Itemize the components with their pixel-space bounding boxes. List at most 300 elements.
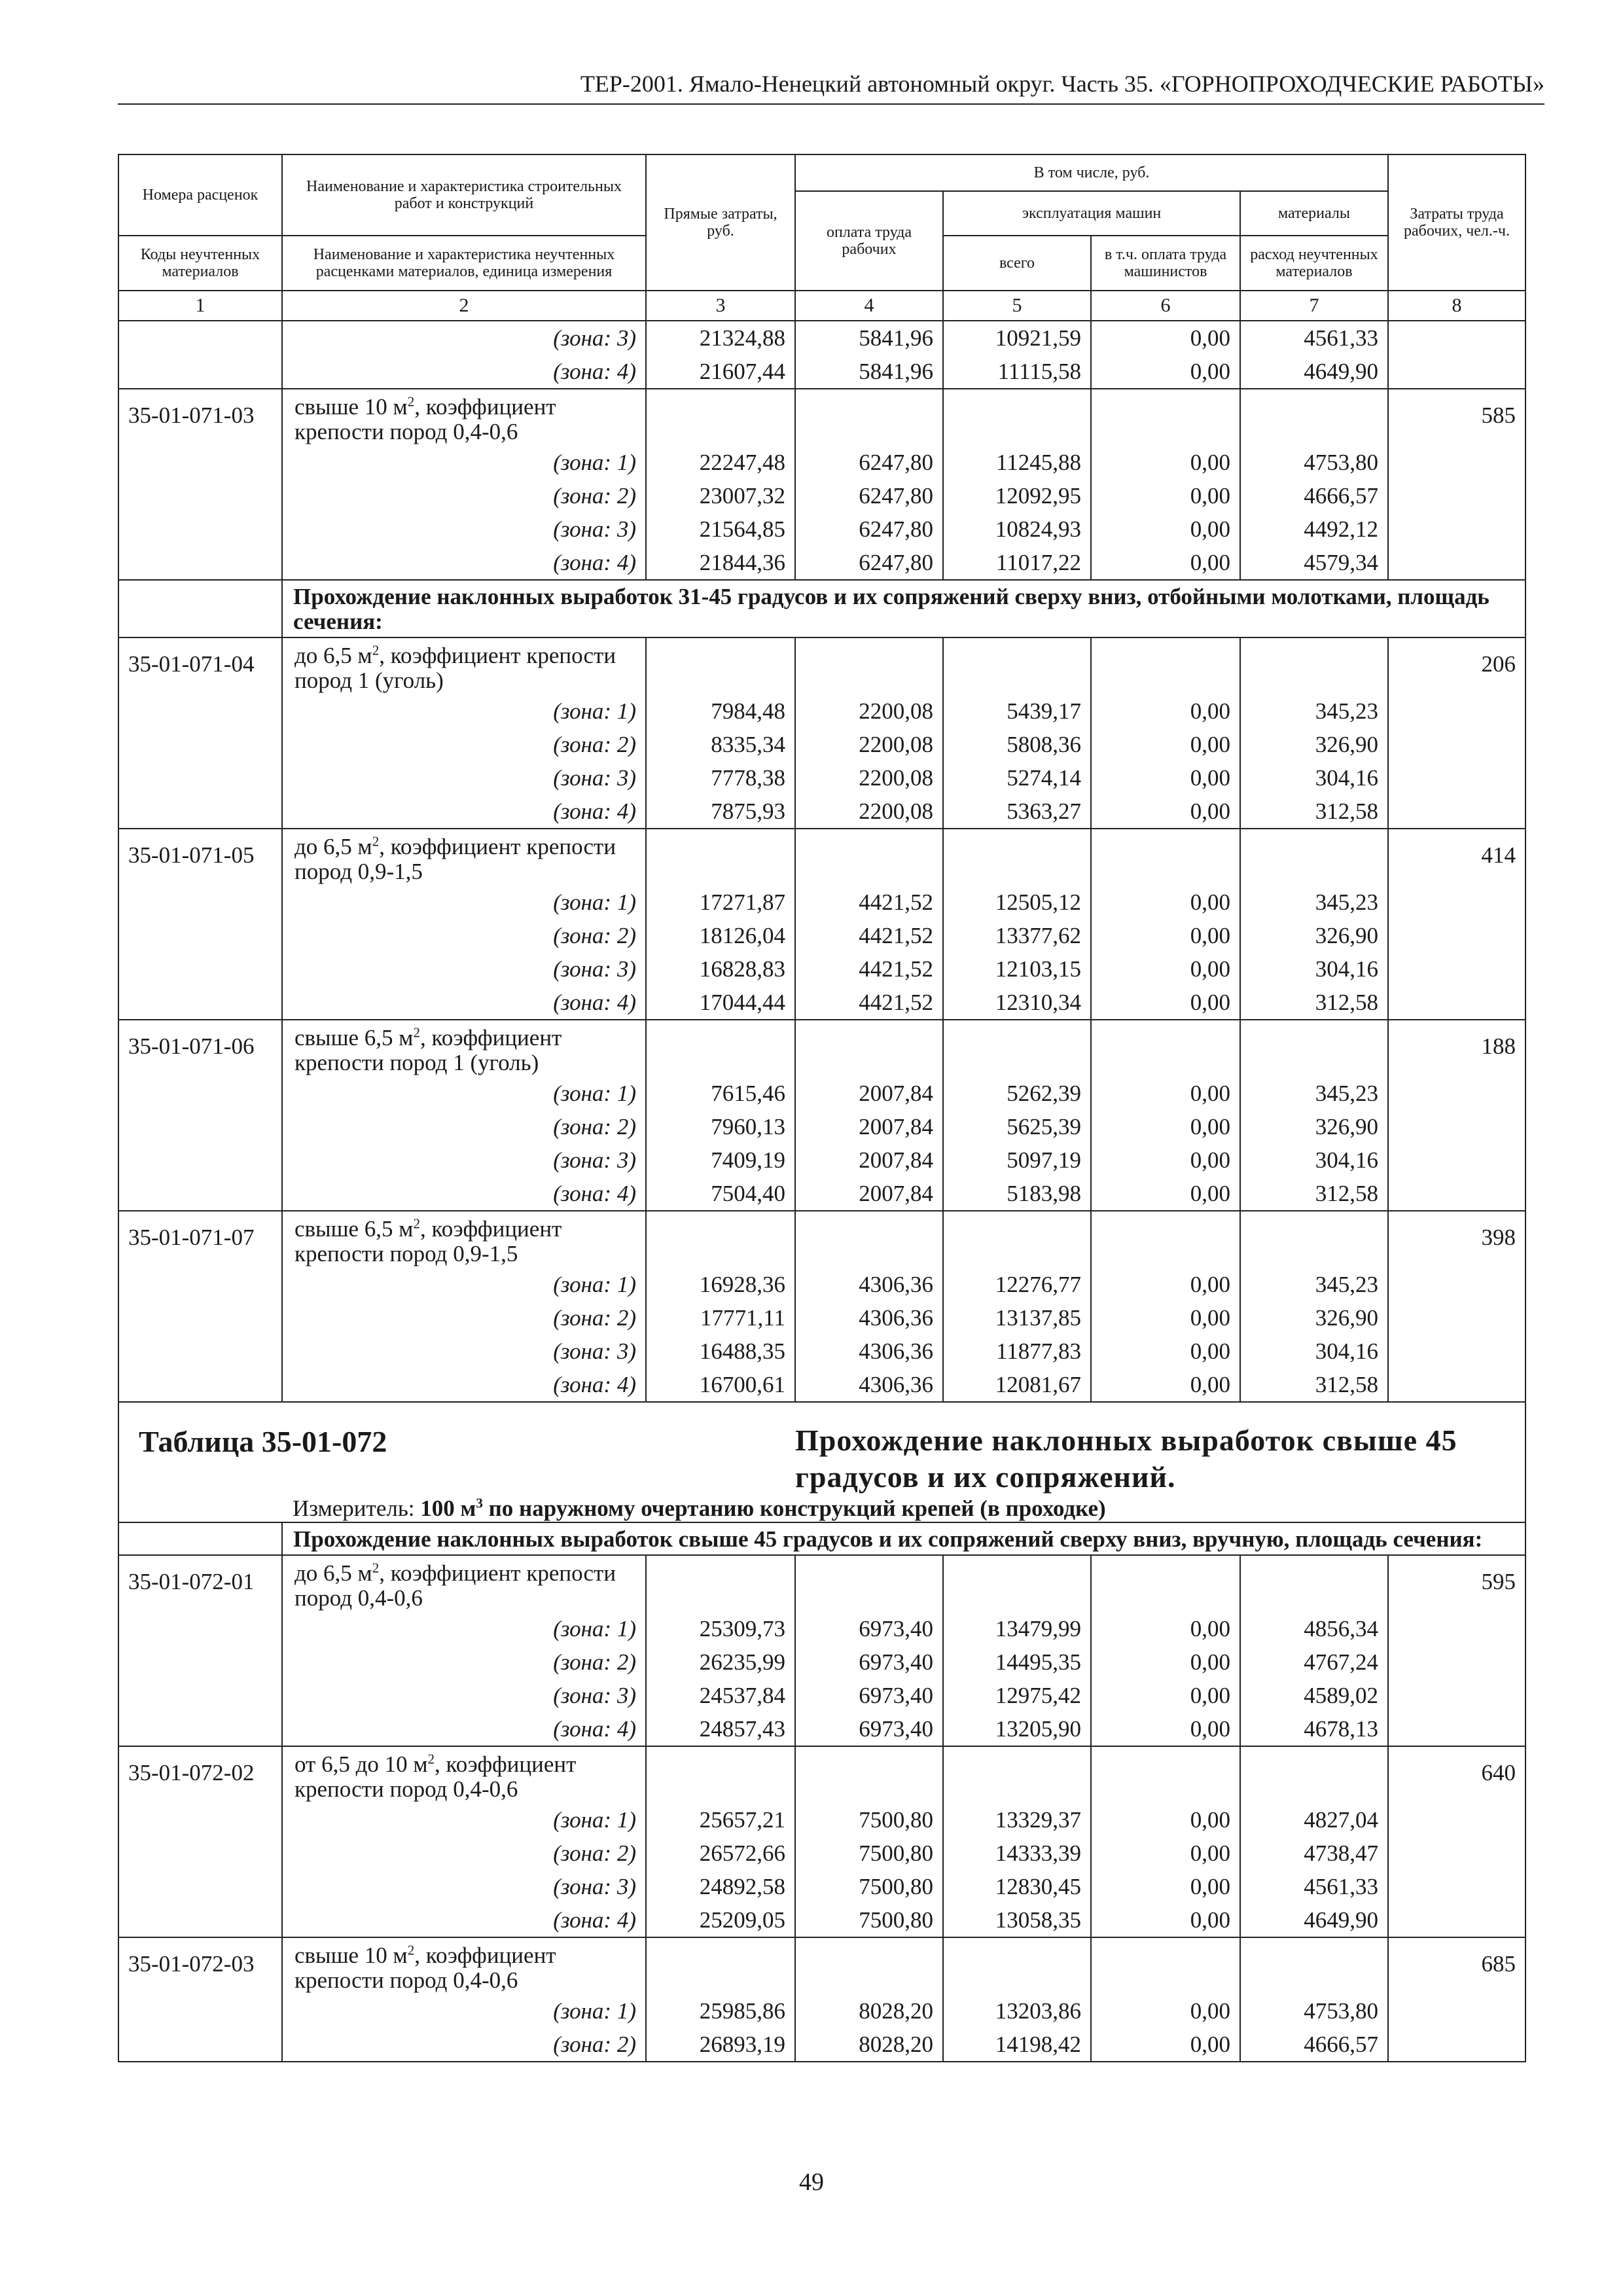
zone-row [118, 479, 1525, 512]
labor-cost: 640 [1388, 1746, 1525, 1937]
rate-desc-pre: свыше 10 м [294, 1943, 408, 1968]
value-cell: 10824,93 [943, 512, 1091, 546]
page-number: 49 [799, 2168, 824, 2196]
value-cell: 21607,44 [646, 355, 795, 389]
empty-cell [795, 829, 943, 886]
value-cell: 0,00 [1091, 1110, 1240, 1143]
value-cell: 4856,34 [1240, 1612, 1388, 1645]
empty-cell [646, 637, 795, 694]
value-cell: 5262,39 [943, 1077, 1091, 1110]
empty-cell [1091, 389, 1240, 446]
col-number: 8 [1388, 291, 1525, 321]
zone-label: (зона: 3) [282, 512, 646, 546]
zone-label: (зона: 2) [282, 479, 646, 512]
measure-prefix: Измеритель: [293, 1496, 421, 1521]
value-cell: 4306,36 [795, 1368, 943, 1402]
value-cell: 6973,40 [795, 1679, 943, 1712]
zone-row [118, 1645, 1525, 1679]
zone-label: (зона: 1) [282, 446, 646, 479]
zone-row [118, 446, 1525, 479]
empty-cell [1091, 1211, 1240, 1268]
zone-label: (зона: 3) [282, 1679, 646, 1712]
value-cell: 12092,95 [943, 479, 1091, 512]
rate-row [118, 1555, 1525, 1612]
value-cell: 326,90 [1240, 919, 1388, 952]
value-cell: 4421,52 [795, 919, 943, 952]
value-cell: 0,00 [1091, 1268, 1240, 1301]
empty-cell [646, 389, 795, 446]
value-cell: 24857,43 [646, 1712, 795, 1746]
value-cell: 5439,17 [943, 694, 1091, 728]
empty-cell [795, 1020, 943, 1077]
value-cell: 8028,20 [795, 1994, 943, 2028]
zone-row [118, 1870, 1525, 1903]
empty-cell [646, 1937, 795, 1994]
head-col3: Прямые затраты, руб. [646, 154, 795, 291]
value-cell: 0,00 [1091, 355, 1240, 389]
zone-row [118, 952, 1525, 986]
value-cell: 4753,80 [1240, 446, 1388, 479]
zone-label: (зона: 1) [282, 1803, 646, 1837]
value-cell: 7960,13 [646, 1110, 795, 1143]
zone-label: (зона: 3) [282, 1335, 646, 1368]
rate-row [118, 829, 1525, 886]
value-cell: 6247,80 [795, 512, 943, 546]
zone-row [118, 1301, 1525, 1335]
value-cell: 7500,80 [795, 1870, 943, 1903]
zone-label: (зона: 1) [282, 1612, 646, 1645]
rate-desc-pre: свыше 6,5 м [294, 1025, 414, 1050]
value-cell: 0,00 [1091, 952, 1240, 986]
zone-row [118, 1335, 1525, 1368]
labor-cost: 398 [1388, 1211, 1525, 1402]
value-cell: 4666,57 [1240, 479, 1388, 512]
empty-cell [943, 389, 1091, 446]
rate-row [118, 1211, 1525, 1268]
head-col2b: Наименование и характеристика неучтенных расценками материалов, единица измерения [282, 236, 646, 291]
empty-cell [646, 1555, 795, 1612]
labor-cost: 585 [1388, 389, 1525, 580]
value-cell: 12081,67 [943, 1368, 1091, 1402]
value-cell: 2200,08 [795, 728, 943, 761]
measure-row [118, 1496, 1525, 1522]
value-cell: 0,00 [1091, 694, 1240, 728]
rate-row [118, 1746, 1525, 1803]
rate-desc-power: 2 [413, 1215, 420, 1232]
value-cell: 4421,52 [795, 886, 943, 919]
zone-label: (зона: 1) [282, 1268, 646, 1301]
rate-desc-pre: от 6,5 до 10 м [294, 1751, 428, 1777]
zone-row [118, 1803, 1525, 1837]
value-cell: 0,00 [1091, 886, 1240, 919]
rate-desc-post: , коэффициент крепости пород 0,9-1,5 [294, 1216, 562, 1266]
labor-cost: 206 [1388, 637, 1525, 829]
empty-cell [1388, 355, 1525, 389]
value-cell: 345,23 [1240, 1268, 1388, 1301]
value-cell: 2007,84 [795, 1143, 943, 1177]
value-cell: 2200,08 [795, 795, 943, 829]
labor-cost: 414 [1388, 829, 1525, 1020]
head-col2a: Наименование и характеристика строительных работ и конструкций [282, 154, 646, 236]
value-cell: 304,16 [1240, 952, 1388, 986]
rate-desc-power: 2 [413, 1024, 420, 1041]
rate-desc-pre: до 6,5 м [294, 834, 372, 859]
rate-code: 35-01-072-03 [118, 1937, 282, 2062]
value-cell: 25985,86 [646, 1994, 795, 2028]
zone-row [118, 795, 1525, 829]
empty-cell [1240, 1746, 1388, 1803]
zone-row [118, 1077, 1525, 1110]
value-cell: 0,00 [1091, 1077, 1240, 1110]
value-cell: 4306,36 [795, 1301, 943, 1335]
zone-row [118, 694, 1525, 728]
rate-description [282, 1211, 646, 1268]
value-cell: 4649,90 [1240, 355, 1388, 389]
zone-label: (зона: 4) [282, 1712, 646, 1746]
head-col8: Затраты труда рабочих, чел.-ч. [1388, 154, 1525, 291]
value-cell: 7875,93 [646, 795, 795, 829]
value-cell: 6247,80 [795, 479, 943, 512]
empty-cell [1091, 637, 1240, 694]
value-cell: 0,00 [1091, 1301, 1240, 1335]
empty-cell [943, 1211, 1091, 1268]
zone-row [118, 761, 1525, 795]
zone-label: (зона: 3) [282, 952, 646, 986]
value-cell: 0,00 [1091, 1837, 1240, 1870]
rate-desc-power: 2 [407, 1942, 415, 1958]
empty-cell [795, 1211, 943, 1268]
rate-desc-pre: до 6,5 м [294, 1560, 372, 1586]
value-cell: 4579,34 [1240, 546, 1388, 580]
head-row-1 [118, 154, 1525, 191]
value-cell: 11877,83 [943, 1335, 1091, 1368]
value-cell: 4421,52 [795, 952, 943, 986]
value-cell: 24892,58 [646, 1870, 795, 1903]
zone-label: (зона: 1) [282, 1994, 646, 2028]
value-cell: 13329,37 [943, 1803, 1091, 1837]
value-cell: 8028,20 [795, 2028, 943, 2062]
empty-cell [943, 1937, 1091, 1994]
labor-cost: 595 [1388, 1555, 1525, 1746]
rate-description [282, 829, 646, 886]
value-cell: 0,00 [1091, 728, 1240, 761]
value-cell: 7984,48 [646, 694, 795, 728]
zone-label: (зона: 2) [282, 1110, 646, 1143]
value-cell: 22247,48 [646, 446, 795, 479]
empty-cell [795, 637, 943, 694]
zone-label: (зона: 4) [282, 1903, 646, 1937]
value-cell: 0,00 [1091, 1903, 1240, 1937]
rate-row [118, 1937, 1525, 1994]
value-cell: 23007,32 [646, 479, 795, 512]
value-cell: 16700,61 [646, 1368, 795, 1402]
value-cell: 8335,34 [646, 728, 795, 761]
value-cell: 4306,36 [795, 1335, 943, 1368]
value-cell: 0,00 [1091, 321, 1240, 355]
rate-code: 35-01-071-07 [118, 1211, 282, 1402]
value-cell: 7504,40 [646, 1177, 795, 1211]
rate-code: 35-01-071-04 [118, 637, 282, 829]
value-cell: 345,23 [1240, 694, 1388, 728]
empty-cell [646, 1746, 795, 1803]
value-cell: 14495,35 [943, 1645, 1091, 1679]
value-cell: 0,00 [1091, 761, 1240, 795]
value-cell: 2200,08 [795, 694, 943, 728]
value-cell: 0,00 [1091, 1612, 1240, 1645]
zone-label: (зона: 3) [282, 761, 646, 795]
head-number-row [118, 291, 1525, 321]
rate-desc-post: , коэффициент крепости пород 0,4-0,6 [294, 1751, 577, 1802]
rate-desc-post: , коэффициент крепости пород 0,4-0,6 [294, 1560, 616, 1611]
rate-code: 35-01-071-06 [118, 1020, 282, 1211]
value-cell: 304,16 [1240, 761, 1388, 795]
value-cell: 4649,90 [1240, 1903, 1388, 1937]
rate-description [282, 1555, 646, 1612]
col-number: 4 [795, 291, 943, 321]
value-cell: 0,00 [1091, 1645, 1240, 1679]
zone-label: (зона: 1) [282, 886, 646, 919]
zone-row [118, 1679, 1525, 1712]
empty-cell [1240, 637, 1388, 694]
value-cell: 13203,86 [943, 1994, 1091, 2028]
empty-cell [1091, 829, 1240, 886]
zone-row [118, 546, 1525, 580]
value-cell: 7500,80 [795, 1803, 943, 1837]
head-col5: всего [943, 236, 1091, 291]
value-cell: 26235,99 [646, 1645, 795, 1679]
value-cell: 10921,59 [943, 321, 1091, 355]
empty-cell [118, 321, 282, 355]
value-cell: 4738,47 [1240, 1837, 1388, 1870]
empty-cell [1091, 1746, 1240, 1803]
zone-row [118, 355, 1525, 389]
value-cell: 0,00 [1091, 1335, 1240, 1368]
value-cell: 13058,35 [943, 1903, 1091, 1937]
value-cell: 21324,88 [646, 321, 795, 355]
zone-label: (зона: 1) [282, 1077, 646, 1110]
zone-label: (зона: 3) [282, 321, 646, 355]
value-cell: 4827,04 [1240, 1803, 1388, 1837]
value-cell: 0,00 [1091, 986, 1240, 1020]
value-cell: 4561,33 [1240, 1870, 1388, 1903]
rate-desc-power: 2 [427, 1751, 435, 1767]
value-cell: 4753,80 [1240, 1994, 1388, 2028]
zone-label: (зона: 2) [282, 919, 646, 952]
value-cell: 6247,80 [795, 546, 943, 580]
rate-row [118, 637, 1525, 694]
col-number: 3 [646, 291, 795, 321]
value-cell: 26572,66 [646, 1837, 795, 1870]
head-col1b: Коды неучтенных материалов [118, 236, 282, 291]
value-cell: 0,00 [1091, 1177, 1240, 1211]
zone-row [118, 1268, 1525, 1301]
value-cell: 0,00 [1091, 512, 1240, 546]
value-cell: 17044,44 [646, 986, 795, 1020]
zone-row [118, 986, 1525, 1020]
rate-description [282, 1020, 646, 1077]
section-title: Прохождение наклонных выработок свыше 45 градусов и их сопряжений сверху вниз, вручную, площадь сечения: [282, 1522, 1525, 1555]
rate-code: 35-01-071-05 [118, 829, 282, 1020]
zone-row [118, 1368, 1525, 1402]
zone-label: (зона: 2) [282, 2028, 646, 2062]
empty-cell [646, 1211, 795, 1268]
empty-cell [943, 1746, 1091, 1803]
measure-unit-value: 100 м [420, 1496, 476, 1521]
value-cell: 4767,24 [1240, 1645, 1388, 1679]
value-cell: 0,00 [1091, 546, 1240, 580]
empty-cell [795, 1746, 943, 1803]
value-cell: 4678,13 [1240, 1712, 1388, 1746]
head-machines-group: эксплуатация машин [943, 191, 1240, 236]
zone-row [118, 1143, 1525, 1177]
value-cell: 12276,77 [943, 1268, 1091, 1301]
value-cell: 5363,27 [943, 795, 1091, 829]
value-cell: 5841,96 [795, 321, 943, 355]
running-header [118, 64, 1544, 105]
value-cell: 11115,58 [943, 355, 1091, 389]
empty-cell [1240, 829, 1388, 886]
section-title-row [118, 580, 1525, 637]
running-header-title: ТЕР-2001. Ямало-Ненецкий автономный округ. Часть 35. «ГОРНОПРОХОДЧЕСКИЕ РАБОТЫ» [580, 71, 1544, 97]
rate-code: 35-01-072-01 [118, 1555, 282, 1746]
zone-row [118, 1903, 1525, 1937]
value-cell: 12310,34 [943, 986, 1091, 1020]
col-number: 5 [943, 291, 1091, 321]
value-cell: 2200,08 [795, 761, 943, 795]
value-cell: 7409,19 [646, 1143, 795, 1177]
empty-cell [795, 389, 943, 446]
empty-cell [1091, 1020, 1240, 1077]
empty-cell [943, 637, 1091, 694]
zone-label: (зона: 4) [282, 1368, 646, 1402]
zone-label: (зона: 1) [282, 694, 646, 728]
head-col1a: Номера расценок [118, 154, 282, 236]
empty-cell [1240, 1211, 1388, 1268]
rate-desc-post: , коэффициент крепости пород 1 (уголь) [294, 1025, 562, 1075]
zone-row [118, 1994, 1525, 2028]
head-top-group: В том числе, руб. [795, 154, 1388, 191]
value-cell: 0,00 [1091, 2028, 1240, 2062]
empty-cell [1240, 1937, 1388, 1994]
value-cell: 21844,36 [646, 546, 795, 580]
value-cell: 12505,12 [943, 886, 1091, 919]
value-cell: 7778,38 [646, 761, 795, 795]
value-cell: 14198,42 [943, 2028, 1091, 2062]
rate-description [282, 637, 646, 694]
value-cell: 4492,12 [1240, 512, 1388, 546]
value-cell: 7500,80 [795, 1903, 943, 1937]
rate-code: 35-01-071-03 [118, 389, 282, 580]
value-cell: 17271,87 [646, 886, 795, 919]
rate-description [282, 1937, 646, 1994]
value-cell: 17771,11 [646, 1301, 795, 1335]
value-cell: 16828,83 [646, 952, 795, 986]
value-cell: 304,16 [1240, 1143, 1388, 1177]
zone-label: (зона: 4) [282, 986, 646, 1020]
value-cell: 11017,22 [943, 546, 1091, 580]
value-cell: 0,00 [1091, 479, 1240, 512]
value-cell: 5808,36 [943, 728, 1091, 761]
zone-row [118, 919, 1525, 952]
zone-label: (зона: 4) [282, 355, 646, 389]
rate-description [282, 1746, 646, 1803]
value-cell: 0,00 [1091, 795, 1240, 829]
value-cell: 11245,88 [943, 446, 1091, 479]
zone-label: (зона: 4) [282, 546, 646, 580]
rate-desc-post: , коэффициент крепости пород 0,4-0,6 [294, 394, 556, 444]
rate-desc-post: , коэффициент крепости пород 0,9-1,5 [294, 834, 616, 884]
empty-cell [943, 829, 1091, 886]
value-cell: 5097,19 [943, 1143, 1091, 1177]
value-cell: 2007,84 [795, 1110, 943, 1143]
value-cell: 0,00 [1091, 1368, 1240, 1402]
rate-desc-post: , коэффициент крепости пород 1 (уголь) [294, 643, 616, 693]
value-cell: 12975,42 [943, 1679, 1091, 1712]
zone-label: (зона: 3) [282, 1143, 646, 1177]
empty-cell [1388, 321, 1525, 355]
value-cell: 0,00 [1091, 1679, 1240, 1712]
value-cell: 5625,39 [943, 1110, 1091, 1143]
value-cell: 0,00 [1091, 1994, 1240, 2028]
rate-desc-power: 2 [372, 642, 380, 658]
col-number: 7 [1240, 291, 1388, 321]
table-number: Таблица 35-01-072 [118, 1402, 795, 1496]
value-cell: 0,00 [1091, 1803, 1240, 1837]
value-cell: 6973,40 [795, 1712, 943, 1746]
measure-unit [420, 1496, 1105, 1521]
value-cell: 2007,84 [795, 1177, 943, 1211]
empty-cell [1091, 1555, 1240, 1612]
zone-row [118, 1837, 1525, 1870]
labor-cost: 685 [1388, 1937, 1525, 2062]
value-cell: 16488,35 [646, 1335, 795, 1368]
value-cell: 345,23 [1240, 886, 1388, 919]
zone-row [118, 1712, 1525, 1746]
zone-row [118, 2028, 1525, 2062]
value-cell: 25209,05 [646, 1903, 795, 1937]
measure-unit-power: 3 [476, 1495, 483, 1511]
zone-row [118, 728, 1525, 761]
value-cell: 21564,85 [646, 512, 795, 546]
rate-desc-pre: свыше 10 м [294, 394, 408, 420]
value-cell: 312,58 [1240, 1368, 1388, 1402]
empty-cell [1240, 1020, 1388, 1077]
value-cell: 312,58 [1240, 795, 1388, 829]
table-title: Прохождение наклонных выработок свыше 45 градусов и их сопряжений. [795, 1402, 1525, 1496]
labor-cost: 188 [1388, 1020, 1525, 1211]
value-cell: 13377,62 [943, 919, 1091, 952]
value-cell: 312,58 [1240, 986, 1388, 1020]
col-number: 6 [1091, 291, 1240, 321]
value-cell: 304,16 [1240, 1335, 1388, 1368]
empty-cell [943, 1555, 1091, 1612]
zone-row [118, 321, 1525, 355]
value-cell: 6247,80 [795, 446, 943, 479]
zone-row [118, 1177, 1525, 1211]
zone-label: (зона: 3) [282, 1870, 646, 1903]
empty-cell [646, 1020, 795, 1077]
rate-desc-power: 2 [407, 393, 415, 410]
rate-row [118, 1020, 1525, 1077]
value-cell: 24537,84 [646, 1679, 795, 1712]
empty-cell [118, 580, 282, 637]
measure-desc: по наружному очертанию конструкций крепей (в проходке) [482, 1496, 1106, 1521]
empty-cell [118, 1496, 282, 1522]
rate-code: 35-01-072-02 [118, 1746, 282, 1937]
rate-desc-pre: свыше 6,5 м [294, 1216, 414, 1242]
rate-desc-pre: до 6,5 м [294, 643, 372, 668]
value-cell: 0,00 [1091, 1870, 1240, 1903]
